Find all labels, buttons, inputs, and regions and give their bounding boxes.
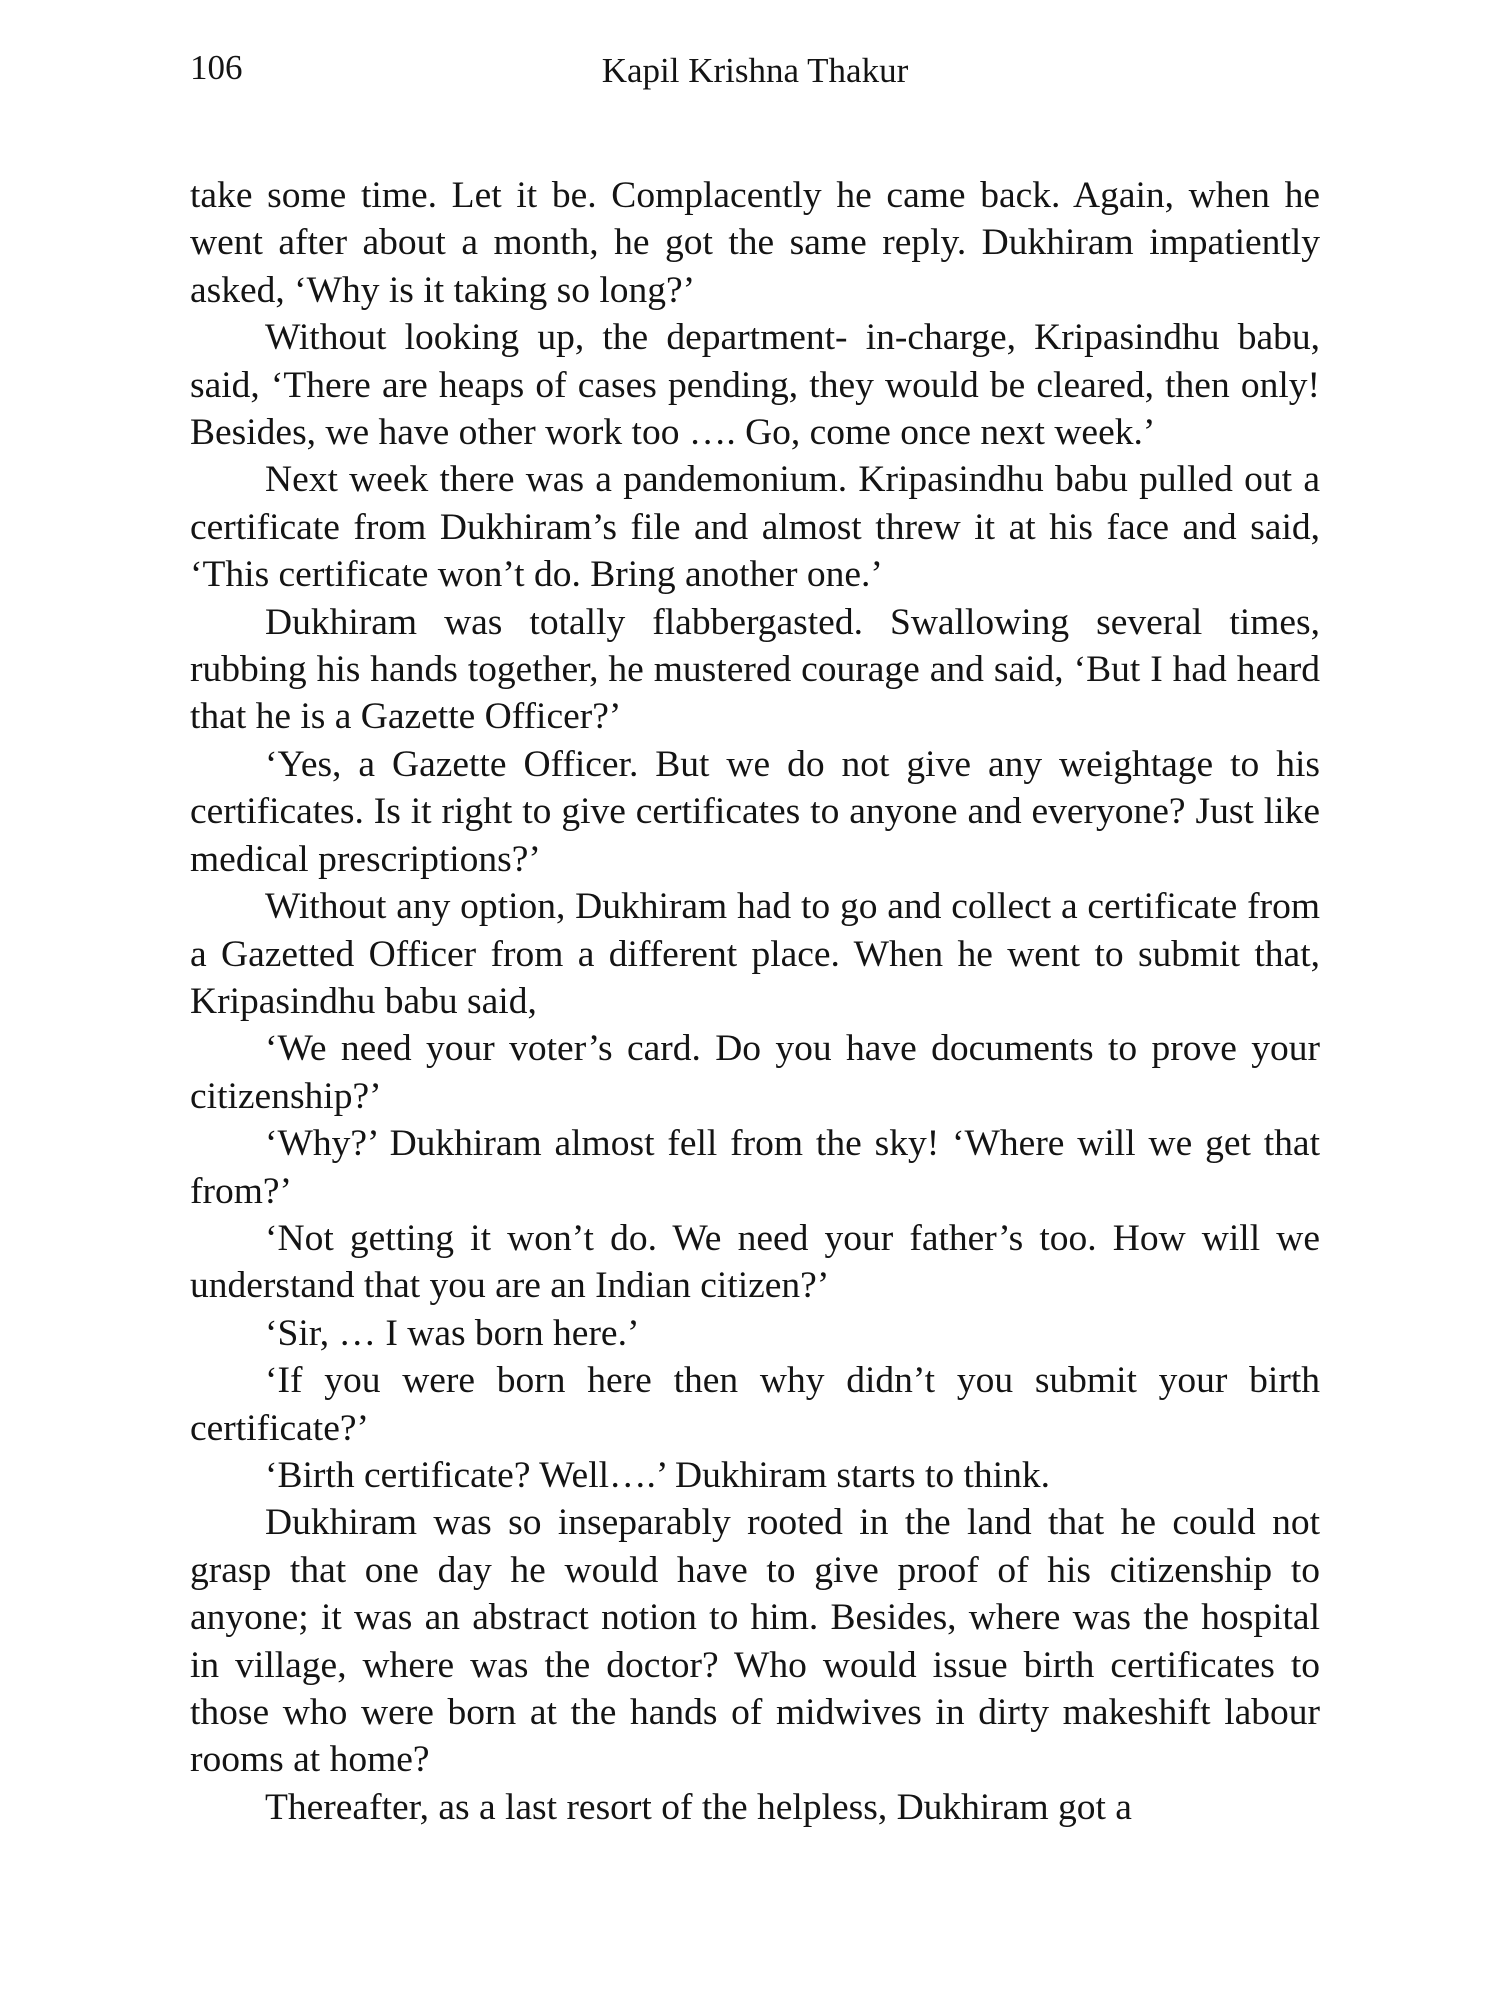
paragraph: Dukhiram was so inseparably rooted in the land that he could not grasp that one day he would have to give proof of his citizenship to anyone; it was an abstract notion to him. Besides, where was the hospital in village, where was the doctor? Who would issue birth certificates to those who were born at the hands of midwives in dirty makeshift labour rooms at home? <box>190 1502 1320 1781</box>
paragraph: ‘Birth certificate? Well….’ Dukhiram starts to think. <box>265 1454 1050 1496</box>
paragraph: ‘Yes, a Gazette Officer. But we do not give any weightage to his certificates. Is it right to give certificates to anyone and everyone? Just like medical prescriptions?’ <box>190 743 1320 880</box>
paragraph: ‘Not getting it won’t do. We need your father’s too. How will we understand that you are an Indian citizen?’ <box>190 1217 1320 1307</box>
paragraph: ‘If you were born here then why didn’t you submit your birth certificate?’ <box>190 1360 1320 1449</box>
paragraph: Thereafter, as a last resort of the helpless, Dukhiram got a <box>265 1786 1132 1828</box>
paragraph: take some time. Let it be. Complacently he came back. Again, when he went after about a month, he got the same reply. Dukhiram impatiently asked, ‘Why is it taking so long?’ <box>190 175 1320 311</box>
body-text <box>190 172 1320 1831</box>
paragraph: Without looking up, the department- in-charge, Kripasindhu babu, said, ‘There are heaps of cases pending, they would be cleared, then only! Besides, we have other work too …. Go, come once next week.’ <box>190 317 1320 454</box>
running-head <box>190 48 1320 98</box>
page-number: 106 <box>190 48 243 87</box>
running-title: Kapil Krishna Thakur <box>601 51 909 90</box>
paragraph: ‘Why?’ Dukhiram almost fell from the sky! ‘Where will we get that from?’ <box>190 1123 1320 1212</box>
paragraph: Dukhiram was totally flabbergasted. Swallowing several times, rubbing his hands together, he mustered courage and said, ‘But I had heard that he is a Gazette Officer?’ <box>190 601 1320 738</box>
paragraph: ‘We need your voter’s card. Do you have documents to prove your citizenship?’ <box>190 1028 1320 1117</box>
paragraph: Without any option, Dukhiram had to go and collect a certificate from a Gazetted Officer from a different place. When he went to submit that, Kripasindhu babu said, <box>190 886 1320 1022</box>
paragraph: ‘Sir, … I was born here.’ <box>265 1312 640 1354</box>
paragraph: Next week there was a pandemonium. Kripasindhu babu pulled out a certificate from Dukhiram’s file and almost threw it at his face and said, ‘This certificate won’t do. Bring another one.’ <box>190 459 1320 596</box>
